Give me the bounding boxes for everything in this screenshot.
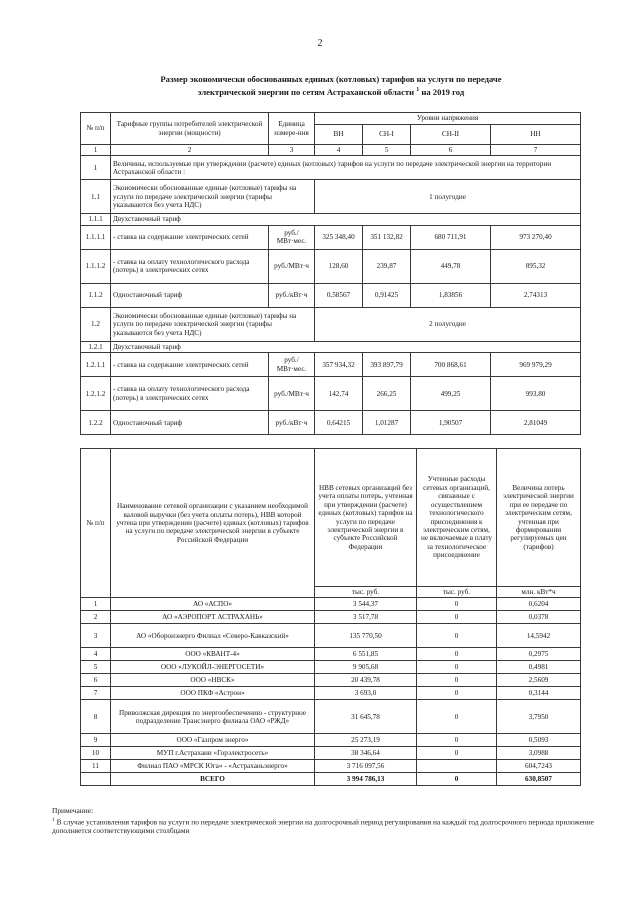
- value-sn1: 351 132,82: [363, 225, 411, 249]
- row-num: 8: [81, 700, 111, 734]
- value-sn2: 1,90507: [411, 411, 491, 435]
- org-name: ООО «НВСК»: [111, 674, 315, 687]
- losses-value: 0,6204: [497, 598, 581, 611]
- unit-connection-costs: тыс. руб.: [417, 587, 497, 598]
- row-num: 1.2.1.1: [81, 353, 111, 377]
- header-nvv: НВВ сетевых организаций без учета оплаты потерь, учтенная при утверждении (расчете) единых (котловых) тарифов на услуги по передаче электрической энергии в субъекте Российской Федерации: [315, 449, 417, 587]
- header-num: № п/п: [81, 449, 111, 598]
- header-levels: Уровни напряжения: [315, 113, 581, 125]
- nvv-value: 3 716 097,56: [315, 760, 417, 773]
- value-sn2: 499,25: [411, 377, 491, 411]
- row-unit: руб./кВт·ч: [269, 283, 315, 307]
- table-row: [81, 674, 581, 687]
- page-number: 2: [317, 38, 323, 49]
- tariff-table: [80, 112, 581, 435]
- value-nn: 973 270,40: [491, 225, 581, 249]
- header-vn: ВН: [315, 125, 363, 145]
- col-number: 1: [81, 145, 111, 156]
- row-num: 1.1.1.1: [81, 225, 111, 249]
- note-text: $^1$ В случае установления тарифов на услуги по передаче электрической энергии на долгосрочный период регулирования на каждый год долгосрочного периода приложение дополняется соответствующими столбцами: [52, 816, 594, 836]
- row-text: Одноставочный тариф: [111, 411, 269, 435]
- row-text: Двухставочный тариф: [111, 341, 581, 352]
- row-num: 2: [81, 611, 111, 624]
- row-num: 4: [81, 648, 111, 661]
- table-row: [81, 156, 581, 180]
- row-num: 9: [81, 734, 111, 747]
- row-text: Двухставочный тариф: [111, 214, 581, 225]
- nvv-value: 20 439,78: [315, 674, 417, 687]
- row-num: 1: [81, 598, 111, 611]
- header-groups: Тарифные группы потребителей электрической энергии (мощности): [111, 113, 269, 145]
- value-nn: 993,80: [491, 377, 581, 411]
- row-num: 11: [81, 760, 111, 773]
- losses-value: 3,0988: [497, 747, 581, 760]
- connection-costs-value: 0: [417, 598, 497, 611]
- row-text: - ставка на содержание электрических сетей: [111, 353, 269, 377]
- table-row: [81, 661, 581, 674]
- org-name: АО «Оборонэнерго Филиал «Северо-Кавказский»: [111, 624, 315, 648]
- total-row: [81, 773, 581, 786]
- total-label: ВСЕГО: [111, 773, 315, 786]
- row-text: - ставка на оплату технологического расхода (потерь) в электрических сетях: [111, 249, 269, 283]
- row-num: 1.2.1.2: [81, 377, 111, 411]
- row-num: 7: [81, 687, 111, 700]
- row-unit: руб./МВт·мес.: [269, 353, 315, 377]
- document-title: [96, 74, 566, 98]
- row-num: 1.1.1.2: [81, 249, 111, 283]
- nvv-value: 9 905,68: [315, 661, 417, 674]
- losses-value: 0,0378: [497, 611, 581, 624]
- value-sn2: 700 868,61: [411, 353, 491, 377]
- row-num: 5: [81, 661, 111, 674]
- nvv-value: 25 273,19: [315, 734, 417, 747]
- value-sn1: 0,91425: [363, 283, 411, 307]
- losses-value: 604,7243: [497, 760, 581, 773]
- row-num: 6: [81, 674, 111, 687]
- total-num: [81, 773, 111, 786]
- value-nn: 895,32: [491, 249, 581, 283]
- row-text: Экономически обоснованные единые (котловые) тарифы на услуги по передаче электрической энергии (тарифы указываются без учета НДС): [111, 180, 315, 214]
- org-name: АО «АСПО»: [111, 598, 315, 611]
- losses-value: 14,5942: [497, 624, 581, 648]
- table-row: [81, 180, 581, 214]
- period-label: 1 полугодие: [315, 180, 581, 214]
- row-num: 1.2: [81, 307, 111, 341]
- table-row: [81, 734, 581, 747]
- value-nn: 969 979,29: [491, 353, 581, 377]
- value-sn1: 1,01287: [363, 411, 411, 435]
- org-name: ООО «ЛУКОЙЛ-ЭНЕРГОСЕТИ»: [111, 661, 315, 674]
- row-text: Величины, используемые при утверждении (расчете) единых (котловых) тарифов на услуги по передаче электрической энергии на территории Астраханской области :: [111, 156, 581, 180]
- org-name: Приволжская дирекция по энергообеспечению - структурное подразделение Трансэнерго филиала ОАО «РЖД»: [111, 700, 315, 734]
- connection-costs-value: 0: [417, 700, 497, 734]
- unit-losses: млн. кВт*ч: [497, 587, 581, 598]
- nvv-value: 3 544,37: [315, 598, 417, 611]
- connection-costs-value: 0: [417, 661, 497, 674]
- row-unit: руб./МВт·ч: [269, 249, 315, 283]
- unit-nvv: тыс. руб.: [315, 587, 417, 598]
- losses-value: 0,5093: [497, 734, 581, 747]
- period-label: 2 полугодие: [315, 307, 581, 341]
- org-name: ООО ПКФ «Астрон»: [111, 687, 315, 700]
- org-name: Филиал ПАО «МРСК Юга» - «Астраханьэнерго»: [111, 760, 315, 773]
- header-connection-costs: Учтенные расходы сетевых организаций, связанные с осуществлением технологического присоединения к электрическим сетям, не включаемые в плату за технологическое присоединение: [417, 449, 497, 587]
- header-sn2: СН-II: [411, 125, 491, 145]
- title-footnote-mark: 1: [416, 87, 420, 93]
- row-num: 1.2.1: [81, 341, 111, 352]
- table-row: [81, 411, 581, 435]
- value-sn1: 266,25: [363, 377, 411, 411]
- value-sn2: 449,78: [411, 249, 491, 283]
- row-num: 3: [81, 624, 111, 648]
- org-name: ООО «Газпром энерго»: [111, 734, 315, 747]
- value-sn2: 1,83856: [411, 283, 491, 307]
- table-row: [81, 341, 581, 352]
- losses-value: 0,4981: [497, 661, 581, 674]
- row-num: 1.1.2: [81, 283, 111, 307]
- table-row: [81, 377, 581, 411]
- table-row: [81, 700, 581, 734]
- nvv-value: 3 693,0: [315, 687, 417, 700]
- nvv-value: 31 645,78: [315, 700, 417, 734]
- col-number: 2: [111, 145, 269, 156]
- row-text: - ставка на содержание электрических сетей: [111, 225, 269, 249]
- row-unit: руб./МВт·мес.: [269, 225, 315, 249]
- org-name: МУП г.Астрахани «Горэлектросеть»: [111, 747, 315, 760]
- table-row: [81, 624, 581, 648]
- column-numbers-row: [81, 145, 581, 156]
- header-sn1: СН-I: [363, 125, 411, 145]
- title-line-1: Размер экономически обоснованных единых (котловых) тарифов на услуги по передаче: [160, 74, 502, 84]
- row-unit: руб./МВт·ч: [269, 377, 315, 411]
- header-num: № п/п: [81, 113, 111, 145]
- col-number: 7: [491, 145, 581, 156]
- table-row: [81, 225, 581, 249]
- row-num: 1: [81, 156, 111, 180]
- losses-value: 2,5609: [497, 674, 581, 687]
- nvv-value: 3 517,78: [315, 611, 417, 624]
- col-number: 3: [269, 145, 315, 156]
- note-label: Примечание:: [52, 806, 94, 815]
- total-connection-costs: 0: [417, 773, 497, 786]
- nvv-value: 38 346,64: [315, 747, 417, 760]
- connection-costs-value: 0: [417, 734, 497, 747]
- row-num: 1.2.2: [81, 411, 111, 435]
- row-unit: руб./кВт·ч: [269, 411, 315, 435]
- header-unit: Единица измере-ния: [269, 113, 315, 145]
- nvv-value: 135 770,50: [315, 624, 417, 648]
- value-vn: 357 934,32: [315, 353, 363, 377]
- row-num: 10: [81, 747, 111, 760]
- connection-costs-value: 0: [417, 611, 497, 624]
- losses-value: 3,7950: [497, 700, 581, 734]
- connection-costs-value: 0: [417, 687, 497, 700]
- table-row: [81, 687, 581, 700]
- connection-costs-value: 0: [417, 674, 497, 687]
- col-number: 6: [411, 145, 491, 156]
- connection-costs-value: [417, 760, 497, 773]
- value-sn2: 680 711,91: [411, 225, 491, 249]
- connection-costs-value: 0: [417, 648, 497, 661]
- losses-value: 0,3144: [497, 687, 581, 700]
- table-row: [81, 249, 581, 283]
- total-nvv: 3 994 786,13: [315, 773, 417, 786]
- footnote: [52, 806, 612, 836]
- value-sn1: 393 897,79: [363, 353, 411, 377]
- org-name: ООО «КВАНТ-4»: [111, 648, 315, 661]
- header-nn: НН: [491, 125, 581, 145]
- table-row: [81, 353, 581, 377]
- value-vn: 0,64215: [315, 411, 363, 435]
- table-row: [81, 648, 581, 661]
- table-row: [81, 747, 581, 760]
- network-organizations-table: [80, 448, 581, 786]
- title-line-2: электрической энергии по сетям Астраханской области $^1$ на 2019 год: [197, 86, 465, 97]
- value-vn: 128,60: [315, 249, 363, 283]
- row-num: 1.1.1: [81, 214, 111, 225]
- table-row: [81, 307, 581, 341]
- value-vn: 0,58567: [315, 283, 363, 307]
- col-number: 4: [315, 145, 363, 156]
- table-row: [81, 611, 581, 624]
- table-row: [81, 598, 581, 611]
- table-row: [81, 214, 581, 225]
- col-number: 5: [363, 145, 411, 156]
- header-losses: Величина потерь электрической энергии при ее передаче по электрическим сетям, учтенная при формировании регулируемых цен (тарифов): [497, 449, 581, 587]
- table-row: [81, 283, 581, 307]
- losses-value: 0,2975: [497, 648, 581, 661]
- row-text: Экономически обоснованные единые (котловые) тарифы на услуги по передаче электрической энергии (тарифы указываются без учета НДС): [111, 307, 315, 341]
- value-nn: 2,81049: [491, 411, 581, 435]
- value-vn: 142,74: [315, 377, 363, 411]
- connection-costs-value: 0: [417, 747, 497, 760]
- total-losses: 630,8507: [497, 773, 581, 786]
- row-text: Одноставочный тариф: [111, 283, 269, 307]
- nvv-value: 6 551,85: [315, 648, 417, 661]
- value-nn: 2,74313: [491, 283, 581, 307]
- value-sn1: 239,87: [363, 249, 411, 283]
- org-name: АО «АЭРОПОРТ АСТРАХАНЬ»: [111, 611, 315, 624]
- row-num: 1.1: [81, 180, 111, 214]
- value-vn: 325 348,40: [315, 225, 363, 249]
- header-name: Наименование сетевой организации с указанием необходимой валовой выручки (без учета оплаты потерь), НВВ которой учтена при утверждении (расчете) единых (котловых) тарифов на услуги по передаче электрической энергии в субъекте Российской Федерации: [111, 449, 315, 598]
- row-text: - ставка на оплату технологического расхода (потерь) в электрических сетях: [111, 377, 269, 411]
- connection-costs-value: 0: [417, 624, 497, 648]
- table-row: [81, 760, 581, 773]
